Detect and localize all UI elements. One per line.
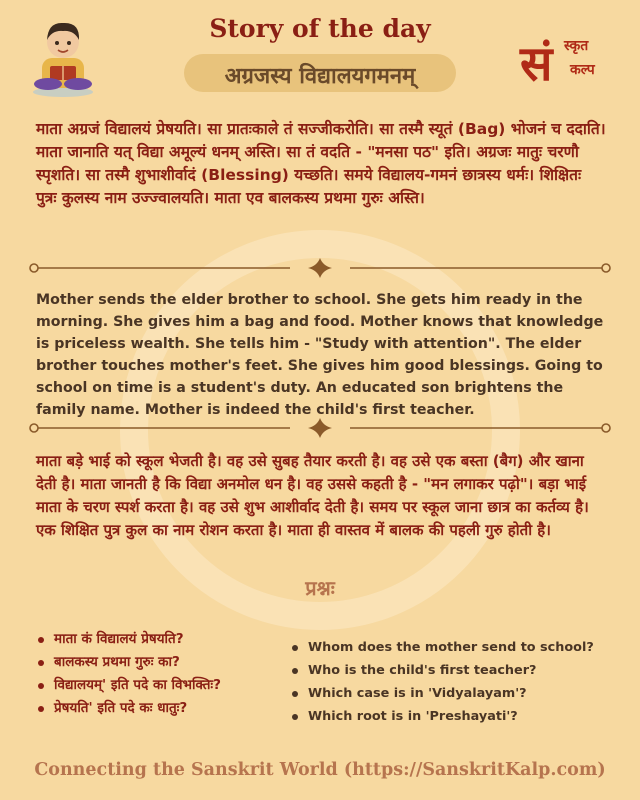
footer-link[interactable]: Connecting the Sanskrit World (https://SanskritKalp.com) — [34, 760, 606, 780]
story-subtitle: अग्रजस्य विद्यालयगमनम् — [224, 64, 416, 89]
hindi-paragraph: माता बड़े भाई को स्कूल भेजती है। वह उसे सुबह तैयार करती है। वह उसे एक बस्ता (बैग) और खाना देती है। माता जानती है कि विद्या अनमोल धन है। वह उससे कहती है - "मन लगाकर पढ़ो"। बड़ा भाई माता के चरण स्पर्श करता है। वह उसे शुभ आशीर्वाद देती है। समय पर स्कूल जाना छात्र का कर्तव्य है। एक शिक्षित पुत्र कुल का नाम रोशन करता है। माता ही वास्तव में बालक की पहली गुरु होती है। — [36, 452, 589, 539]
list-item: Who is the child's first teacher? — [290, 659, 594, 682]
logo-top-text: स्कृत — [564, 38, 589, 54]
questions-heading: प्रश्नः — [305, 576, 335, 600]
english-paragraph: Mother sends the elder brother to school. She gets him ready in the morning. She gives him a bag and food. Mother knows that knowledge is priceless wealth. She tells him - "Study with attention". The elder brother touches mother's feet. She gives him good blessings. Going to school on time is a student's duty. An educated son brightens the family name. Mother is indeed the child's first teacher. — [36, 292, 604, 418]
ornamental-divider — [28, 258, 612, 278]
page-title: Story of the day — [209, 14, 431, 43]
sanskrit-questions-list — [36, 628, 221, 720]
list-item: माता कं विद्यालयं प्रेषयति? — [36, 628, 221, 651]
header — [0, 0, 640, 110]
list-item: Which root is in 'Preshayati'? — [290, 705, 594, 728]
sanskrit-paragraph: माता अग्रजं विद्यालयं प्रेषयति। सा प्रातःकाले तं सज्जीकरोति। सा तस्मै स्यूतं (Bag) भोजनं च ददाति। माता जानाति यत् विद्या अमूल्यं धनम् अस्ति। सा तं वदति - "मनसा पठ" इति। अग्रजः मातुः चरणौ स्पृशति। सा तस्मै शुभाशीर्वादं (Blessing) यच्छति। समये विद्यालय-गमनं छात्रस्य धर्मः। शिक्षितः पुत्रः कुलस्य नाम उज्ज्वालयति। माता एव बालकस्य प्रथमा गुरुः अस्ति। — [36, 120, 606, 207]
sanskritkalp-logo — [520, 30, 620, 100]
ornamental-divider — [28, 418, 612, 438]
list-item: Which case is in 'Vidyalayam'? — [290, 682, 594, 705]
logo-bottom-text: कल्प — [570, 62, 595, 78]
list-item: बालकस्य प्रथमा गुरुः का? — [36, 651, 221, 674]
list-item: प्रेषयति' इति पदे कः धातुः? — [36, 697, 221, 720]
logo-main-glyph: सं — [520, 36, 553, 92]
list-item: विद्यालयम्' इति पदे का विभक्तिः? — [36, 674, 221, 697]
list-item: Whom does the mother send to school? — [290, 636, 594, 659]
english-questions-list — [290, 636, 594, 728]
